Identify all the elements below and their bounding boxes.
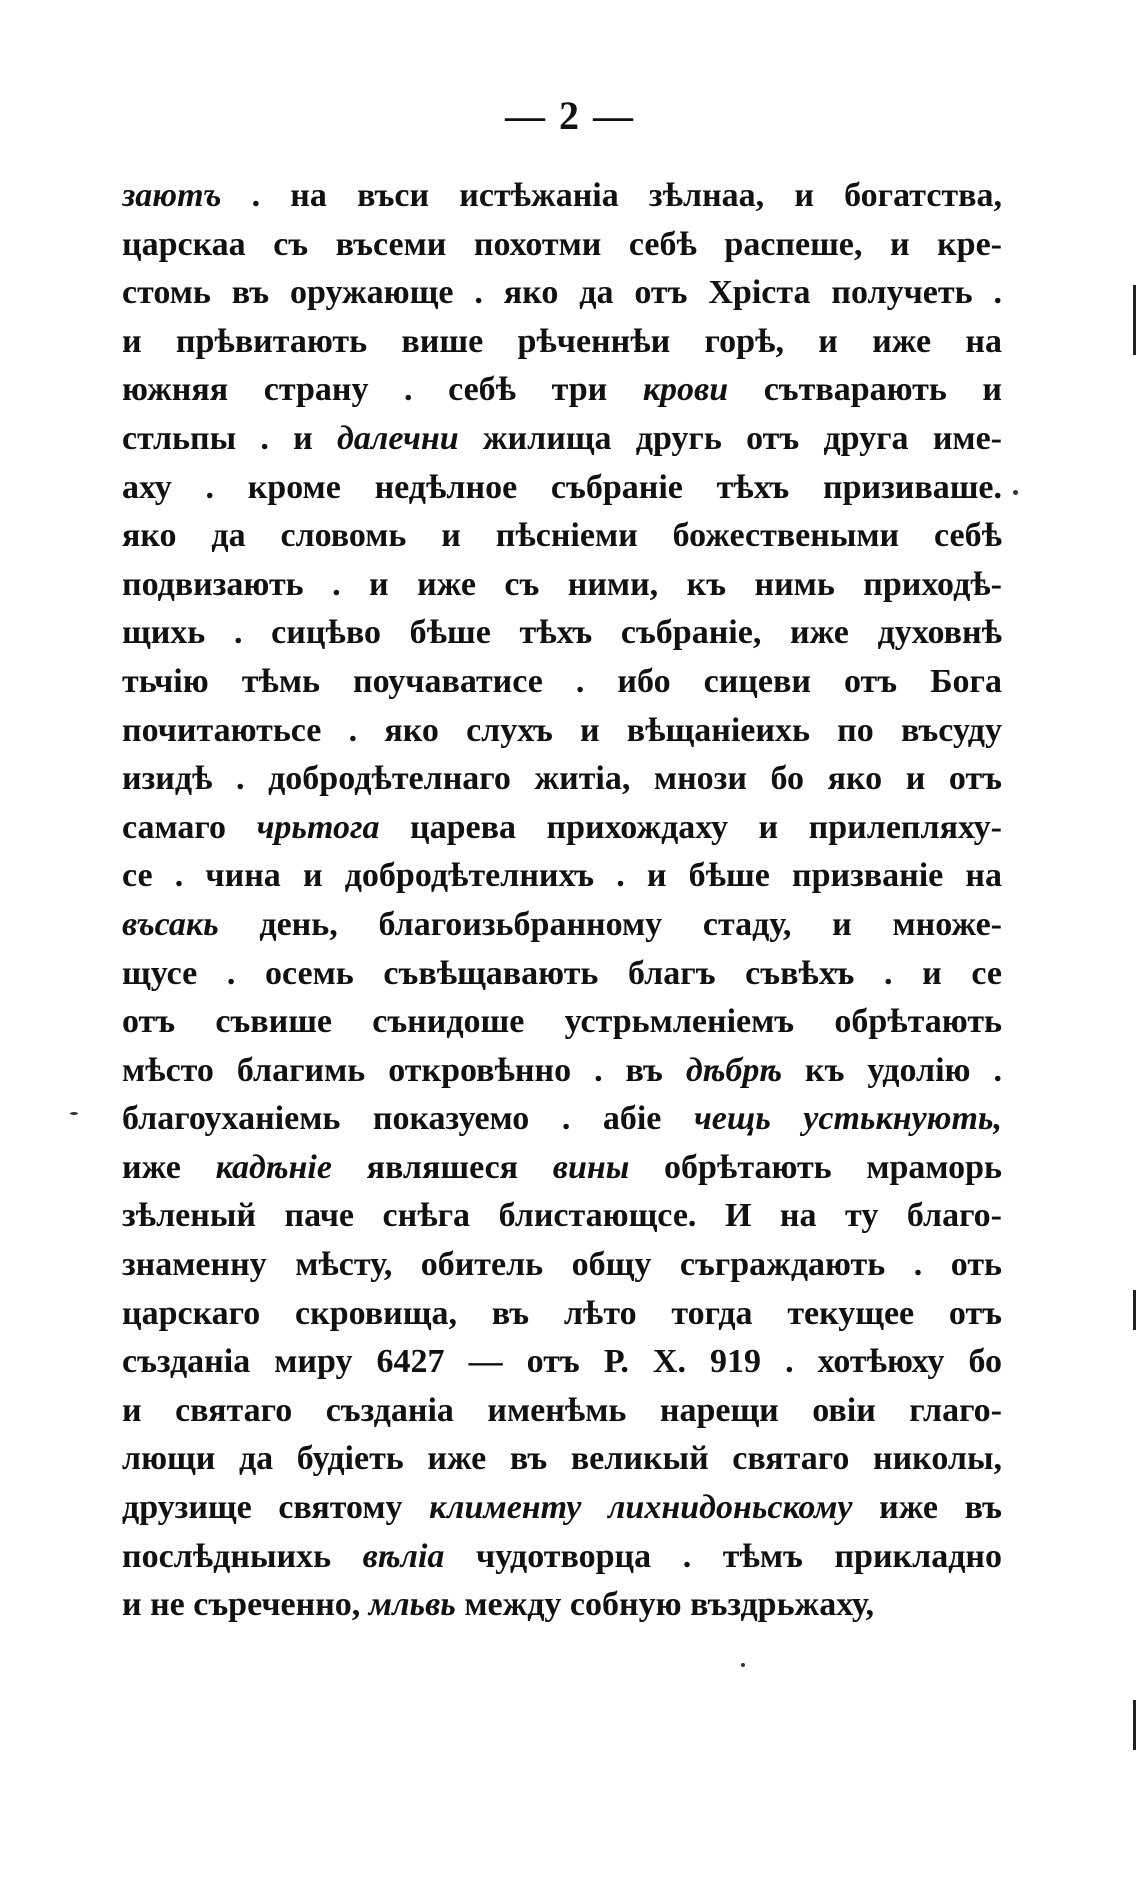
scan-edge-mark (1133, 285, 1136, 355)
italic-word: въсакь (122, 905, 219, 943)
text-run: иже (122, 1148, 216, 1186)
body-text (122, 172, 1002, 1630)
text-line (122, 561, 1002, 610)
text-run: щусе . осемь съвѣщавають благъ съвѣхъ . и се (122, 954, 1002, 992)
text-line (122, 1095, 1002, 1144)
text-run: между собную въздрьжаху, (455, 1586, 875, 1624)
text-line (122, 707, 1002, 756)
text-run: почитаютьсе . яко слухъ и вѣщаніеихь по въсуду (122, 711, 1002, 749)
text-run: иже въ (852, 1489, 1002, 1527)
scan-edge-mark (1133, 1290, 1136, 1330)
text-run: знаменну мѣсту, обитель общу съграждають . оть (122, 1246, 1002, 1284)
text-line (122, 804, 1002, 853)
text-line (122, 1533, 1002, 1582)
text-line (122, 512, 1002, 561)
italic-word: далечни (337, 419, 459, 457)
scan-speck (70, 1112, 78, 1115)
text-run: и прѣвитають више рѣченнѣи горѣ, и иже на (122, 322, 1002, 360)
italic-word: заютъ (122, 177, 222, 214)
text-run: день, благоизьбранному стаду, и множе- (218, 905, 1002, 943)
text-run: являшеся (331, 1148, 553, 1186)
italic-word: вины (552, 1148, 630, 1186)
text-line (122, 1047, 1002, 1096)
text-run: аху . кроме недѣлное събраніе тѣхъ призиваше. (122, 468, 1002, 506)
text-run: и святаго създаніа именѣмь нарещи овіи глаго- (122, 1391, 1002, 1429)
italic-word: вѣліа (362, 1537, 445, 1575)
text-line (122, 318, 1002, 367)
text-run: жилища другь отъ друга име- (458, 419, 1002, 457)
italic-word: крови (642, 371, 729, 409)
text-run: друзище святому (122, 1489, 430, 1527)
italic-word: кадѣніе (215, 1148, 332, 1186)
text-line (122, 998, 1002, 1047)
text-line (122, 950, 1002, 999)
text-line (122, 172, 1002, 221)
text-line (122, 1290, 1002, 1339)
text-run: и не съреченно, (122, 1586, 369, 1624)
text-run: зѣленый паче снѣга блистающсе. И на ту благо- (122, 1197, 1002, 1235)
text-line (122, 1435, 1002, 1484)
text-run: царева прихождаху и прилепляху- (379, 808, 1002, 846)
text-line (122, 1581, 1002, 1630)
text-run: изидѣ . добродѣтелнаго житіа, мнози бо яко и отъ (122, 760, 1002, 798)
text-line (122, 1241, 1002, 1290)
text-run: създаніа миру 6427 — отъ Р. Х. 919 . хотѣюху бо (122, 1343, 1002, 1381)
text-line (122, 755, 1002, 804)
text-line (122, 658, 1002, 707)
text-line (122, 415, 1002, 464)
text-line (122, 1387, 1002, 1436)
text-run: подвизають . и иже съ ними, къ нимь приходѣ- (122, 565, 1002, 603)
scan-speck (741, 1663, 745, 1667)
scan-speck (1013, 490, 1018, 495)
text-run: обрѣтають мраморь (629, 1148, 1002, 1186)
text-run: мѣсто благимь откровѣнно . въ (122, 1051, 686, 1089)
text-line (122, 852, 1002, 901)
text-run: стомь въ оружающе . яко да отъ Хріста получеть . (122, 274, 1002, 312)
italic-word: мльвь (368, 1586, 456, 1624)
text-line (122, 366, 1002, 415)
text-run: благоуханіемь показуемо . абіе (122, 1100, 694, 1138)
text-run: самаго (122, 808, 257, 846)
text-run: сътварають и (728, 371, 1002, 409)
text-run: чудотворца . тѣмъ прикладно (444, 1537, 1002, 1575)
text-run: яко да словомь и пѣсніеми божествеными себѣ (122, 517, 1002, 555)
text-line (122, 901, 1002, 950)
text-run: лющи да будіеть иже въ великый святаго николы, (122, 1440, 1002, 1478)
italic-word: клименту лихнидоньскому (429, 1489, 853, 1527)
text-run: царскаа съ въсеми похотми себѣ распеше, и кре- (122, 225, 1002, 263)
text-run: послѣдныихь (122, 1537, 363, 1575)
text-run: царскаго скровища, въ лѣто тогда текущее отъ (122, 1294, 1002, 1332)
text-run: отъ съвише сънидоше устрьмленіемъ обрѣтають (122, 1003, 1002, 1041)
text-line (122, 269, 1002, 318)
text-line (122, 1338, 1002, 1387)
text-run: къ удолію . (782, 1051, 1002, 1089)
text-run: стльпы . и (122, 419, 338, 457)
text-run: се . чина и добродѣтелнихъ . и бѣше призваніе на (122, 857, 1002, 895)
text-run: щихь . сицѣво бѣше тѣхъ събраніе, иже духовнѣ (122, 614, 1002, 652)
page-number: — 2 — (505, 93, 635, 138)
text-run: тьчію тѣмь поучаватисе . ибо сицеви отъ Бога (122, 662, 1002, 700)
italic-word: чрьтога (256, 808, 380, 846)
text-line (122, 464, 1002, 513)
scan-edge-mark (1133, 1700, 1136, 1750)
text-line (122, 1144, 1002, 1193)
text-line (122, 221, 1002, 270)
text-line (122, 1484, 1002, 1533)
text-line (122, 609, 1002, 658)
italic-word: дѣбрѣ (685, 1051, 783, 1089)
text-run: южняя страну . себѣ три (122, 371, 643, 409)
text-run: . на въси истѣжаніа зѣлнаа, и богатства, (221, 177, 1002, 214)
text-line (122, 1192, 1002, 1241)
italic-word: чещь устькнують, (693, 1100, 1002, 1138)
